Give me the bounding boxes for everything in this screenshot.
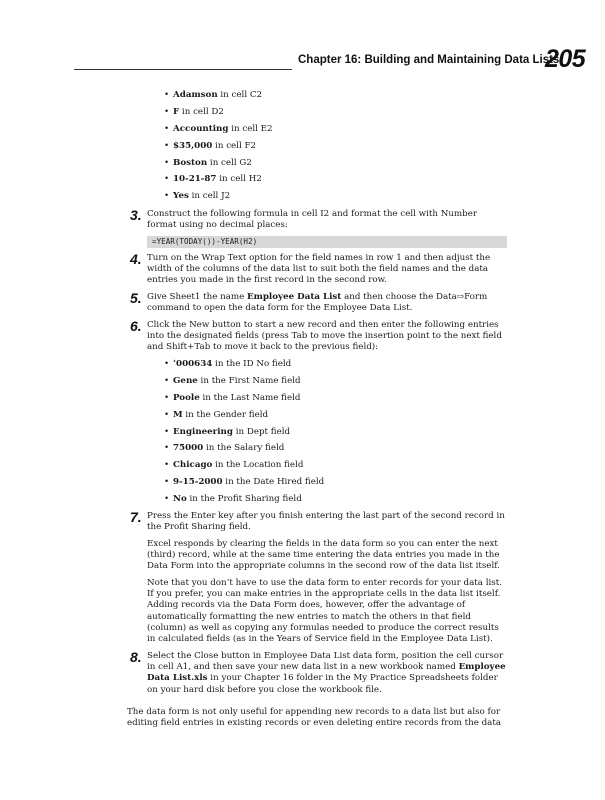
step-number: 4. bbox=[130, 251, 142, 267]
list-item: • Chicago in the Location field bbox=[164, 460, 324, 477]
step-number: 3. bbox=[130, 207, 142, 223]
step-number: 7. bbox=[130, 509, 142, 525]
step-text: Construct the following formula in cell I2 and format the cell with Number format using no decimal places: bbox=[147, 209, 478, 231]
bullet-list-bottom bbox=[164, 359, 324, 511]
list-item: • No in the Profit Sharing field bbox=[164, 494, 324, 511]
list-item: • Yes in cell J2 bbox=[164, 191, 273, 208]
step-text: Turn on the Wrap Text option for the field names in row 1 and then adjust the width of the columns of the data list to suit both the field names and the data entries you made in the first record in the second row. bbox=[147, 253, 491, 286]
chapter-title: Chapter 16: Building and Maintaining Data Lists bbox=[298, 54, 560, 66]
formula-code: =YEAR(TODAY())-YEAR(H2) bbox=[147, 236, 507, 248]
step-number: 8. bbox=[130, 649, 142, 665]
step-text: Give Sheet1 the name Employee Data List and then choose the Data⇨Form command to open the data form for the Employee Data List. bbox=[147, 292, 488, 314]
header-rule bbox=[74, 69, 292, 70]
step-text: Press the Enter key after you finish entering the last part of the second record in the Profit Sharing field. bbox=[147, 511, 505, 533]
list-item: • Adamson in cell C2 bbox=[164, 90, 273, 107]
step-7-paragraph-1: Excel responds by clearing the fields in the data form so you can enter the next (third) record, while at the same time entering the data entries you made in the Data Form into the appropriate columns in the second row of the data list itself. bbox=[147, 539, 500, 572]
list-item: • 9-15-2000 in the Date Hired field bbox=[164, 477, 324, 494]
page-number: 205 bbox=[545, 45, 586, 73]
bullet-list-top bbox=[164, 90, 273, 208]
step-text: Click the New button to start a new record and then enter the following entries into the designated fields (press Tab to move the insertion point to the next field and Shift+Tab to move it back to the previous field): bbox=[147, 320, 502, 353]
list-item: • Boston in cell G2 bbox=[164, 158, 273, 175]
list-item: • F in cell D2 bbox=[164, 107, 273, 124]
list-item: • M in the Gender field bbox=[164, 410, 324, 427]
list-item: • Poole in the Last Name field bbox=[164, 393, 324, 410]
list-item: • 10-21-87 in cell H2 bbox=[164, 174, 273, 191]
step-number: 6. bbox=[130, 318, 142, 334]
list-item: • ‘000634 in the ID No field bbox=[164, 359, 324, 376]
step-text: Select the Close button in Employee Data List data form, position the cell cursor in cell A1, and then save your new data list in a new workbook named Employee Data List.xls in your Chapter 16 folder in the My Practice Spreadsheets folder on your hard disk before you close the workbook file. bbox=[147, 651, 506, 695]
body-paragraph: The data form is not only useful for appending new records to a data list but also for editing field entries in existing records or even deleting entire records from the data bbox=[127, 707, 502, 729]
list-item: • $35,000 in cell F2 bbox=[164, 141, 273, 158]
list-item: • Accounting in cell E2 bbox=[164, 124, 273, 141]
step-7-paragraph-2: Note that you don’t have to use the data form to enter records for your data list. If you prefer, you can make entries in the appropriate cells in the data list itself. Adding records via the Data Form does, however, offer the advantage of automatically formatting the new entries to match the others in that field (column) as well as copying any formulas needed to produce the correct results in calculated fields (as in the Years of Service field in the Employee Data List). bbox=[147, 578, 502, 645]
list-item: • Engineering in Dept field bbox=[164, 427, 324, 444]
list-item: • 75000 in the Salary field bbox=[164, 443, 324, 460]
list-item: • Gene in the First Name field bbox=[164, 376, 324, 393]
step-number: 5. bbox=[130, 290, 142, 306]
